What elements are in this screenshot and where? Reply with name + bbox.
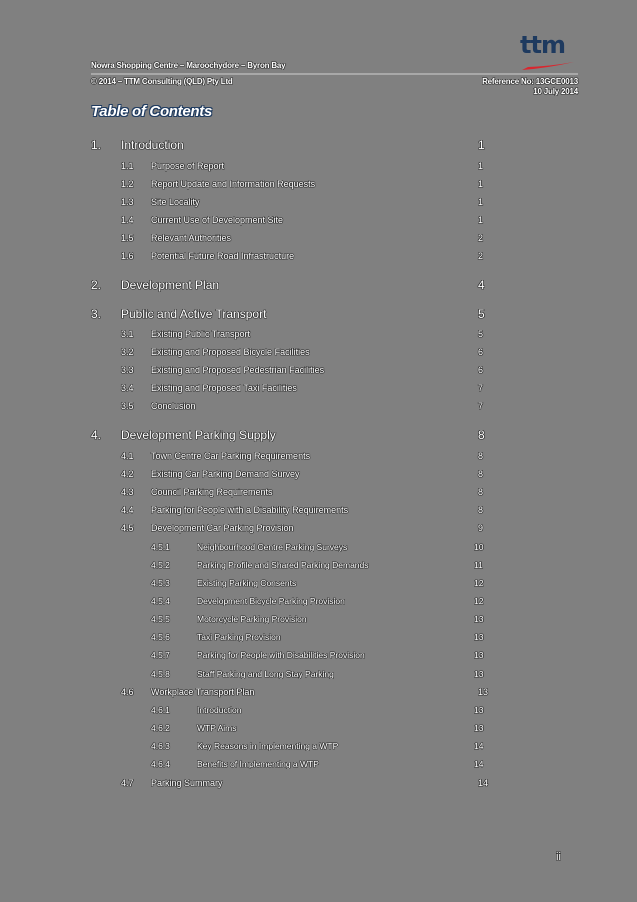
- project-title: Nowra Shopping Centre – Maroochydore – Byron Bay: [91, 61, 286, 70]
- toc-entry-label[interactable]: Development Parking Supply: [121, 428, 276, 442]
- toc-entry-label[interactable]: WTP Aims: [197, 723, 237, 733]
- toc-entry-number: 4.6.4: [151, 759, 170, 769]
- header-divider: [91, 73, 578, 75]
- toc-entry-page: 1: [478, 215, 484, 225]
- toc-entry-number: 4.4: [121, 505, 134, 515]
- toc-entry-page: 8: [478, 505, 484, 515]
- toc-entry-page: 13: [474, 723, 484, 733]
- toc-entry-label[interactable]: Parking for People with a Disability Requirements: [151, 505, 349, 515]
- toc-entry-page: 7: [478, 383, 484, 393]
- toc-entry-page: 8: [478, 469, 484, 479]
- toc-entry-page: 10: [474, 542, 484, 552]
- toc-entry-number: 4.5.3: [151, 578, 170, 588]
- toc-entry-page: 11: [474, 560, 483, 570]
- reference-number: Reference No: 13GCE0013: [482, 77, 578, 86]
- toc-entry-page: 14: [474, 759, 484, 769]
- toc-entry-label[interactable]: Council Parking Requirements: [151, 487, 273, 497]
- toc-entry-label[interactable]: Relevant Authorities: [151, 233, 232, 243]
- toc-entry-page: 9: [478, 523, 484, 533]
- toc-entry-number: 4.5.4: [151, 596, 170, 606]
- toc-entry-label[interactable]: Existing Car Parking Demand Survey: [151, 469, 300, 479]
- toc-entry-number: 3.1: [121, 329, 134, 339]
- toc-entry-number: 4.7: [121, 778, 134, 788]
- toc-entry-page: 2: [478, 251, 484, 261]
- toc-entry-label[interactable]: Development Car Parking Provision: [151, 523, 294, 533]
- toc-entry-label[interactable]: Taxi Parking Provision: [197, 632, 281, 642]
- toc-entry-page: 1: [478, 179, 484, 189]
- toc-entry-number: 1.2: [121, 179, 134, 189]
- toc-entry-page: 13: [474, 669, 484, 679]
- toc-entry-page: 6: [478, 347, 484, 357]
- toc-entry-number: 1.: [91, 138, 102, 152]
- toc-entry-number: 3.2: [121, 347, 134, 357]
- toc-entry-number: 4.5.2: [151, 560, 170, 570]
- logo-wordmark: ttm: [520, 31, 565, 59]
- toc-entry-number: 3.: [91, 307, 102, 321]
- toc-entry-label[interactable]: Existing Public Transport: [151, 329, 251, 339]
- toc-entry-label[interactable]: Site Locality: [151, 197, 200, 207]
- toc-entry-number: 4.5.6: [151, 632, 170, 642]
- toc-entry-page: 2: [478, 233, 484, 243]
- toc-entry-label[interactable]: Development Plan: [121, 278, 220, 292]
- toc-entry-page: 13: [474, 650, 484, 660]
- toc-entry-label[interactable]: Purpose of Report: [151, 161, 225, 171]
- toc-entry-label[interactable]: Key Reasons in Implementing a WTP: [197, 741, 339, 751]
- toc-entry-page: 5: [478, 307, 485, 321]
- toc-entry-page: 8: [478, 487, 484, 497]
- toc-entry-page: 4: [478, 278, 485, 292]
- toc-entry-number: 4.5.8: [151, 669, 170, 679]
- toc-entry-page: 6: [478, 365, 484, 375]
- toc-entry-label[interactable]: Benefits of Implementing a WTP: [197, 759, 319, 769]
- toc-entry-label[interactable]: Conclusion: [151, 401, 196, 411]
- reference-block: [482, 77, 578, 97]
- toc-entry-number: 4.5.5: [151, 614, 170, 624]
- toc-entry-label[interactable]: Existing and Proposed Bicycle Facilities: [151, 347, 310, 357]
- toc-entry-number: 1.6: [121, 251, 134, 261]
- toc-entry-number: 4.5: [121, 523, 134, 533]
- toc-entry-page: 8: [478, 451, 484, 461]
- toc-entry-page: 13: [478, 687, 489, 697]
- toc-entry-label[interactable]: Introduction: [197, 705, 242, 715]
- toc-entry-number: 3.3: [121, 365, 134, 375]
- toc-entry-label[interactable]: Potential Future Road Infrastructure: [151, 251, 295, 261]
- toc-entry-page: 12: [474, 596, 484, 606]
- toc-entry-page: 13: [474, 632, 484, 642]
- toc-entry-number: 4.6.2: [151, 723, 170, 733]
- toc-entry-page: 14: [474, 741, 484, 751]
- toc-entry-page: 13: [474, 705, 484, 715]
- toc-entry-label[interactable]: Parking Summary: [151, 778, 223, 788]
- toc-entry-number: 4.1: [121, 451, 134, 461]
- page-number: ii: [556, 851, 561, 863]
- toc-entry-label[interactable]: Parking Profile and Shared Parking Demands: [197, 560, 369, 570]
- toc-entry-number: 4.6.3: [151, 741, 170, 751]
- toc-entry-page: 1: [478, 197, 484, 207]
- toc-entry-page: 14: [478, 778, 489, 788]
- toc-entry-number: 4.: [91, 428, 102, 442]
- toc-entry-number: 2.: [91, 278, 102, 292]
- toc-entry-label[interactable]: Town Centre Car Parking Requirements: [151, 451, 311, 461]
- toc-entry-label[interactable]: Current Use of Development Site: [151, 215, 284, 225]
- toc-entry-label[interactable]: Neighbourhood Centre Parking Surveys: [197, 542, 348, 552]
- toc-entry-label[interactable]: Existing and Proposed Pedestrian Facilities: [151, 365, 325, 375]
- toc-entry-number: 1.1: [121, 161, 134, 171]
- toc-entry-page: 12: [474, 578, 484, 588]
- toc-entry-page: 1: [478, 138, 485, 152]
- toc-entry-page: 1: [478, 161, 484, 171]
- toc-entry-number: 1.3: [121, 197, 134, 207]
- toc-entry-number: 4.2: [121, 469, 134, 479]
- toc-entry-label[interactable]: Motorcycle Parking Provision: [197, 614, 307, 624]
- toc-entry-number: 3.4: [121, 383, 134, 393]
- toc-entry-label[interactable]: Staff Parking and Long Stay Parking: [197, 669, 334, 679]
- toc-entry-number: 4.5.1: [151, 542, 170, 552]
- toc-entry-number: 1.5: [121, 233, 134, 243]
- toc-entry-label[interactable]: Development Bicycle Parking Provision: [197, 596, 345, 606]
- copyright-text: © 2014 – TTM Consulting (QLD) Pty Ltd: [91, 77, 233, 86]
- toc-entry-number: 4.5.7: [151, 650, 170, 660]
- toc-entry-number: 3.5: [121, 401, 134, 411]
- document-date: 10 July 2014: [533, 87, 578, 96]
- toc-entry-page: 7: [478, 401, 484, 411]
- toc-entry-page: 13: [474, 614, 484, 624]
- toc-entry-number: 4.6: [121, 687, 134, 697]
- toc-entry-label[interactable]: Existing and Proposed Taxi Facilities: [151, 383, 297, 393]
- toc-entry-number: 4.3: [121, 487, 134, 497]
- toc-entry-label[interactable]: Workplace Transport Plan: [151, 687, 255, 697]
- toc-entry-number: 4.6.1: [151, 705, 170, 715]
- toc-entry-label[interactable]: Introduction: [121, 138, 184, 152]
- toc-entry-page: 8: [478, 428, 485, 442]
- logo-swoosh-icon: [522, 62, 574, 70]
- toc-entry-label[interactable]: Public and Active Transport: [121, 307, 267, 321]
- toc-entry-label[interactable]: Report Update and Information Requests: [151, 179, 316, 189]
- toc-entry-label[interactable]: Existing Parking Consents: [197, 578, 297, 588]
- toc-heading: Table of Contents: [91, 103, 213, 120]
- toc-entry-page: 5: [478, 329, 484, 339]
- toc-entry-number: 1.4: [121, 215, 134, 225]
- toc-entry-label[interactable]: Parking for People with Disabilities Provision: [197, 650, 365, 660]
- ttm-logo: [518, 31, 578, 73]
